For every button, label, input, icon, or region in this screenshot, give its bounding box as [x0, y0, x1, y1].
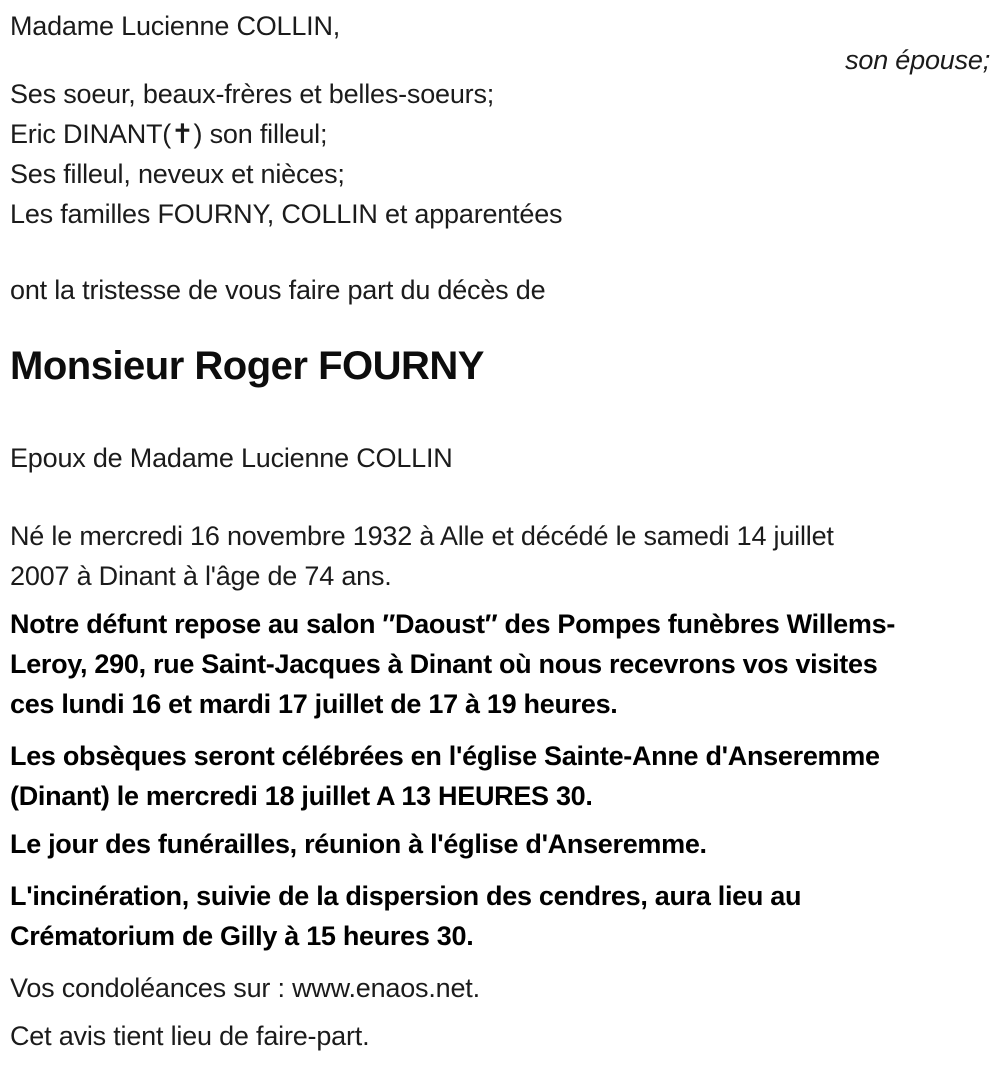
visitation-line-3: ces lundi 16 et mardi 17 juillet de 17 à 19 heures. — [10, 689, 618, 719]
birth-death-line-1: Né le mercredi 16 novembre 1932 à Alle et décédé le samedi 14 juillet — [10, 521, 834, 551]
visitation-paragraph — [10, 604, 990, 724]
cremation-line-2: Crématorium de Gilly à 15 heures 30. — [10, 921, 474, 951]
condolences-line: Vos condoléances sur : www.enaos.net. — [10, 973, 480, 1003]
relative-line-spouse-name: Madame Lucienne COLLIN, — [10, 11, 341, 41]
relatives-section — [10, 6, 990, 234]
relative-line-siblings: Ses soeur, beaux-frères et belles-soeurs; — [10, 79, 495, 109]
relative-line-nephews-nieces: Ses filleul, neveux et nièces; — [10, 159, 345, 189]
birth-death-line-2: 2007 à Dinant à l'âge de 74 ans. — [10, 561, 392, 591]
birth-death-paragraph — [10, 516, 990, 596]
funeral-line-2: (Dinant) le mercredi 18 juillet A 13 HEURES 30. — [10, 781, 593, 811]
funeral-paragraph — [10, 736, 990, 816]
cremation-line-1: L'incinération, suivie de la dispersion des cendres, aura lieu au — [10, 881, 802, 911]
relative-line-godson: Eric DINANT(✝) son filleul; — [10, 119, 328, 149]
announcement-line: ont la tristesse de vous faire part du décès de — [10, 275, 546, 305]
meeting-line: Le jour des funérailles, réunion à l'église d'Anseremme. — [10, 829, 707, 859]
visitation-line-2: Leroy, 290, rue Saint-Jacques à Dinant où nous recevrons vos visites — [10, 649, 878, 679]
relation-note: son épouse; — [845, 45, 990, 75]
visitation-line-1: Notre défunt repose au salon ″Daoust″ des Pompes funèbres Willems- — [10, 609, 896, 639]
cremation-paragraph — [10, 876, 990, 956]
deceased-name: Monsieur Roger FOURNY — [10, 344, 484, 388]
funeral-line-1: Les obsèques seront célébrées en l'église Sainte-Anne d'Anseremme — [10, 741, 880, 771]
closing-line: Cet avis tient lieu de faire-part. — [10, 1021, 370, 1051]
spouse-line: Epoux de Madame Lucienne COLLIN — [10, 443, 453, 473]
relative-line-families: Les familles FOURNY, COLLIN et apparentées — [10, 199, 563, 229]
